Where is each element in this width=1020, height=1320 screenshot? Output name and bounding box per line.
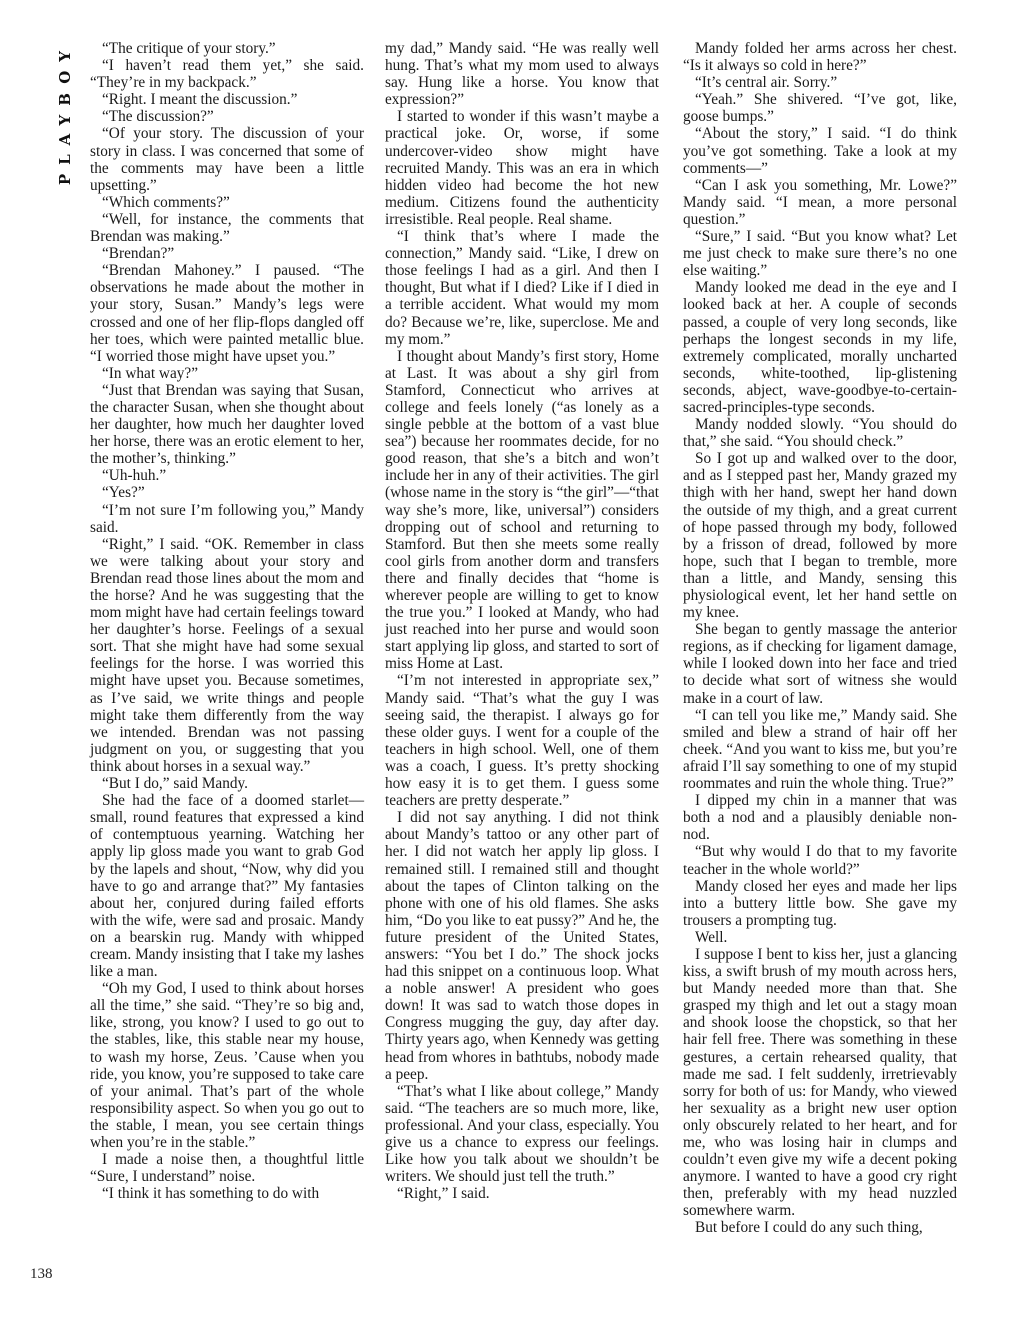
paragraph: “About the story,” I said. “I do think you’ve got something. Take a look at my comments—” [683, 125, 957, 177]
paragraph: I dipped my chin in a manner that was both a nod and a plausibly deniable non-nod. [683, 792, 957, 844]
paragraph: “Brendan Mahoney.” I paused. “The observations he made about the mother in your story, Susan.” Mandy’s legs were crossed and one of her flip-flops dangled off her toes, which were painted metallic blue. “I worried those might have upset you.” [90, 262, 364, 365]
paragraph: “Yes?” [102, 484, 145, 502]
paragraph: Mandy closed her eyes and made her lips into a buttery little bow. She gave my trousers a prompting tug. [683, 877, 957, 929]
paragraph: I started to wonder if this wasn’t maybe a practical joke. Or, worse, if some undercover-video show might have recruited Mandy. This was an era in which hidden video had become the hot new medium. Citizens found the authenticity irresistible. Real people. Real shame. [385, 108, 659, 228]
paragraph: “Uh-huh.” [102, 467, 167, 485]
paragraph: “Sure,” I said. “But you know what? Let me just check to make sure there’s no one else waiting.” [683, 228, 957, 280]
paragraph: “I’m not interested in appropriate sex,” Mandy said. “That’s what the guy I was seeing said, the therapist. I always go for these older guys. I went for a couple of the teachers in high school. Well, one of them was a coach, I guess. It’s pretty shocking how easy it is to get them. I guess some teachers are pretty desperate.” [385, 672, 659, 810]
paragraph: She began to gently massage the anterior regions, as if checking for ligament damage, while I looked down into her face and tried to decide what sort of witness she would make in a court of law. [683, 621, 957, 707]
text-column-3 [683, 40, 957, 1237]
paragraph: So I got up and walked over to the door, and as I stepped past her, Mandy grazed my thigh with her hand, swept her hand down the outside of my thigh, and a great current of hope passed through my body, followed by a frisson of dread, followed by more hope, such that I began to tremble, more than a little, and Mandy, sensing this physiological event, let her hand settle on my knee. [683, 450, 957, 622]
paragraph: my dad,” Mandy said. “He was really well hung. That’s what my mom used to always say. Hung like a horse. You know that expression?” [385, 40, 659, 109]
paragraph: She had the face of a doomed starlet—small, round features that expressed a kind of contemptuous yearning. Watching her apply lip gloss made you want to grab God by the lapels and shout, “Now, why did you have to go and arrange that?” My fantasies about her, conjured during failed efforts with the wife, were sad and prosaic. Mandy on a bearskin rug. Mandy with whipped cream. Mandy insisting that I take my lashes like a man. [90, 792, 364, 981]
paragraph: “But why would I do that to my favorite teacher in the whole world?” [683, 843, 957, 878]
paragraph: “I think it has something to do with [102, 1185, 320, 1203]
paragraph: “Well, for instance, the comments that Brendan was making.” [90, 210, 364, 246]
text-column-1 [90, 40, 364, 1202]
paragraph: “Just that Brendan was saying that Susan, the character Susan, when she thought about her daughter, how much her daughter loved her horse, there was an erotic element to her, the mother’s, thinking.” [90, 381, 364, 468]
paragraph: But before I could do any such thing, [695, 1219, 923, 1237]
paragraph: “The critique of your story.” [102, 40, 276, 57]
paragraph: “Right. I meant the discussion.” [102, 91, 298, 109]
paragraph: “I think that’s where I made the connection,” Mandy said. “Like, I drew on those feelings I had as a girl. And then I thought, But what if I died? Like if I died in a terrible accident. What would my mom do? Because we’re, like, superclose. Me and my mom.” [385, 228, 659, 348]
paragraph: “The discussion?” [102, 108, 214, 126]
paragraph: “I haven’t read them yet,” she said. “They’re in my backpack.” [90, 57, 364, 92]
paragraph: “Right,” I said. [397, 1185, 490, 1203]
paragraph: “Can I ask you something, Mr. Lowe?” Mandy said. “I mean, a more personal question.” [683, 176, 957, 228]
paragraph: “That’s what I like about college,” Mandy said. “The teachers are so much more, like, professional. And your class, especially. You give us a chance to express our feelings. Like how you talk about we shouldn’t be writers. We should just tell the truth.” [385, 1082, 659, 1186]
paragraph: “It’s central air. Sorry.” [695, 74, 838, 92]
paragraph: I suppose I bent to kiss her, just a glancing kiss, a swift brush of my mouth across hers, but Mandy needed more than that. She grasped my thigh and let out a stagy moan and shook loose the chopstick, so that her hair fell free. There was something in these gestures, a certain rehearsed quality, that made me sad. I felt suddenly, irretrievably sorry for both of us: for Mandy, who viewed her sexuality as a bright new user option only obscurely related to her heart, and for me, who was losing hair in clumps and couldn’t even give my wife a decent poking anymore. I wanted to have a good cry right then, preferably with my head nuzzled somewhere warm. [683, 945, 957, 1220]
paragraph: “Of your story. The discussion of your story in class. I was concerned that some of the comments may have been a little upsetting.” [90, 125, 364, 194]
paragraph: I did not say anything. I did not think about Mandy’s tattoo or any other part of her. I did not watch her apply lip gloss. I remained still. I remained still and thought about the tapes of Clinton talking on the phone with one of his old flames. She asks him, “Do you like to eat pussy?” And he, the future president of the United States, answers: “You bet I do.” The shock jocks had this snippet on a continuous loop. What a noble answer! A president who goes down! It was sad to watch those dopes in Congress mugging the guy, day after day. Thirty years ago, when Kennedy was getting head from whores in bathtubs, nobody made a peep. [385, 809, 660, 1083]
paragraph: “I can tell you like me,” Mandy said. She smiled and blew a strand of hair off her cheek. “And you want to kiss me, but you’re afraid I’ll say something to one of my stupid roommates and ruin the whole thing. True?” [683, 706, 957, 793]
paragraph: Well. [695, 928, 728, 946]
paragraph: “Right,” I said. “OK. Remember in class we were talking about your story and Brendan read those lines about the mom and the horse? And he was suggesting that the mom might have had certain feelings toward her daughter’s horse. Feelings of a sexual sort. That she might have had some sexual feelings for the horse. I was worried this might have upset you. Because sometimes, as I’ve said, we write things and people might take them differently from the way we intended. Brendan was not passing judgment on you, or suggesting that you think about horses in a sexual way.” [90, 535, 364, 775]
paragraph: “Brendan?” [102, 245, 175, 263]
paragraph: Mandy folded her arms across her chest. “Is it always so cold in here?” [683, 40, 957, 75]
paragraph: “But I do,” said Mandy. [102, 775, 248, 793]
paragraph: “Yeah.” She shivered. “I’ve got, like, goose bumps.” [683, 91, 957, 126]
paragraph: I made a noise then, a thoughtful little “Sure, I understand” noise. [90, 1151, 364, 1186]
paragraph: Mandy nodded slowly. “You should do that,” she said. “You should check.” [683, 416, 957, 451]
text-column-2 [385, 40, 659, 1202]
paragraph: “Oh my God, I used to think about horses all the time,” she said. “They’re so big and, like, strong, you know? I used to go out to the stables, like, this stable near my house, to wash my horse, Zeus. ’Cause when you ride, you know, you’re supposed to take care of your animal. That’s part of the whole responsibility aspect. So when you go out to the stable, I mean, you see certain things when you’re in the stable.” [90, 980, 364, 1151]
paragraph: “I’m not sure I’m following you,” Mandy said. [90, 501, 364, 536]
paragraph: “In what way?” [102, 364, 198, 382]
paragraph: Mandy looked me dead in the eye and I looked back at her. A couple of seconds passed, a couple of very long seconds, like perhaps the longest seconds in my life, extremely complicated, morally uncharted seconds, white-toothed, lip-glistening seconds, abject, wave-goodbye-to-certain-sacred-principles-type seconds. [683, 279, 957, 416]
magazine-name: PLAYBOY [56, 42, 74, 186]
paragraph: “Which comments?” [102, 193, 230, 211]
page-number: 138 [30, 1266, 53, 1282]
paragraph: I thought about Mandy’s first story, Home at Last. It was about a shy girl from Stamford, Connecticut who arrives at college and feels lonely (“as lonely as a single pebble at the bottom of a vast blue sea”) because her roommates decide, for no good reason, that she’s a bitch and won’t include her in any of their activities. The girl (whose name in the story is “the girl”—“that way she’s more, like, universal”) considers dropping out of school and returning to Stamford. But then she meets some really cool girls from another dorm and transfers there and finally decides that “home is wherever people are willing to get to know the true you.” I looked at Mandy, who had just reached into her purse and would soon start applying lip gloss, and started to sort of miss Home at Last. [385, 347, 659, 673]
